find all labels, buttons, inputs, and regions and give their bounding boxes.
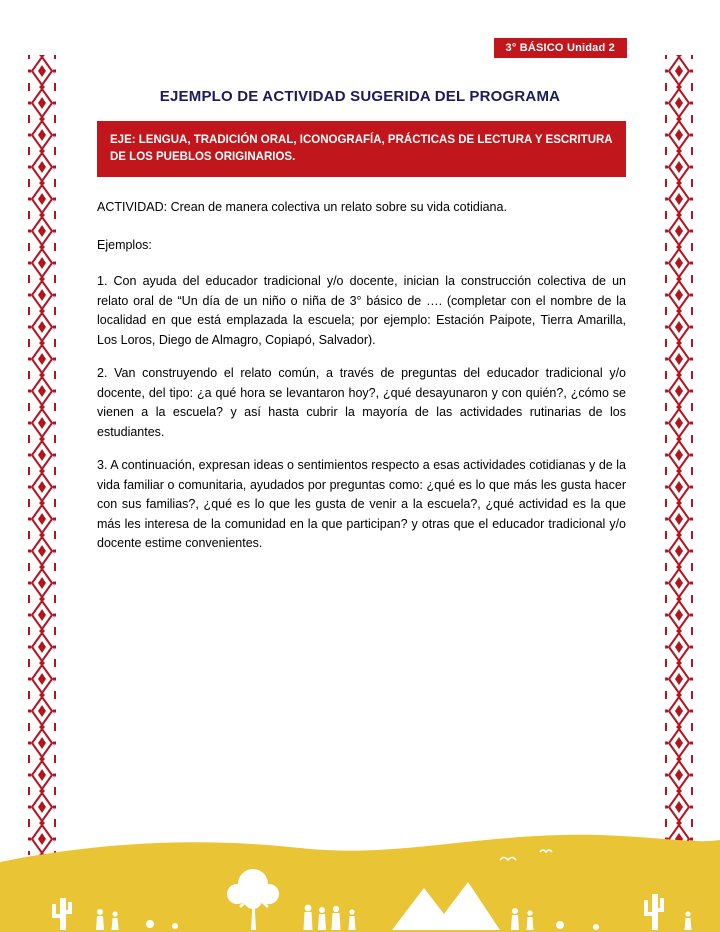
unit-badge: 3° BÁSICO Unidad 2 xyxy=(494,38,627,58)
activity-step-2: 2. Van construyendo el relato común, a través de preguntas del educador tradicional y/o docente, del tipo: ¿a qué hora se levantaron hoy?, ¿qué desayunaron y con quién?, ¿cómo se vienen a la escuela? y así hasta cubrir la mayoría de las actividades rutinarias de los estudiantes. xyxy=(97,366,626,439)
examples-label: Ejemplos: xyxy=(97,237,152,252)
eje-banner xyxy=(97,121,626,177)
footer-illustration xyxy=(0,822,720,932)
activity-step-3: 3. A continuación, expresan ideas o sentimientos respecto a esas actividades cotidianas y de la vida familiar o comunitaria, ayudados por preguntas como: ¿qué es lo que más les gusta hacer con sus familias?, ¿qué es lo que les gusta de venir a la escuela?, ¿qué actividad es la que más les interesa de la comunidad en la que participan? y otras que el educador tradicional y/o docente estime convenientes. xyxy=(97,458,626,550)
activity-line: ACTIVIDAD: Crean de manera colectiva un relato sobre su vida cotidiana. xyxy=(97,200,507,214)
page-title: EJEMPLO DE ACTIVIDAD SUGERIDA DEL PROGRAMA xyxy=(159,88,561,105)
left-ornament-border xyxy=(28,55,56,855)
body-text xyxy=(97,198,626,568)
eje-banner-text: EJE: LENGUA, TRADICIÓN ORAL, ICONOGRAFÍA, PRÁCTICAS DE LECTURA Y ESCRITURA DE LOS PUEBLOS ORIGINARIOS. xyxy=(110,134,613,163)
activity-step-1: 1. Con ayuda del educador tradicional y/o docente, inician la construcción colectiva de un relato oral de “Un día de un niño o niña de 3° básico de …. (completar con el nombre de la localidad en que está emplazada la escuela; por ejemplo: Estación Paipote, Tierra Amarilla, Los Loros, Diego de Almagro, Copiapó, Salvador). xyxy=(97,274,626,347)
right-ornament-border xyxy=(665,55,693,855)
